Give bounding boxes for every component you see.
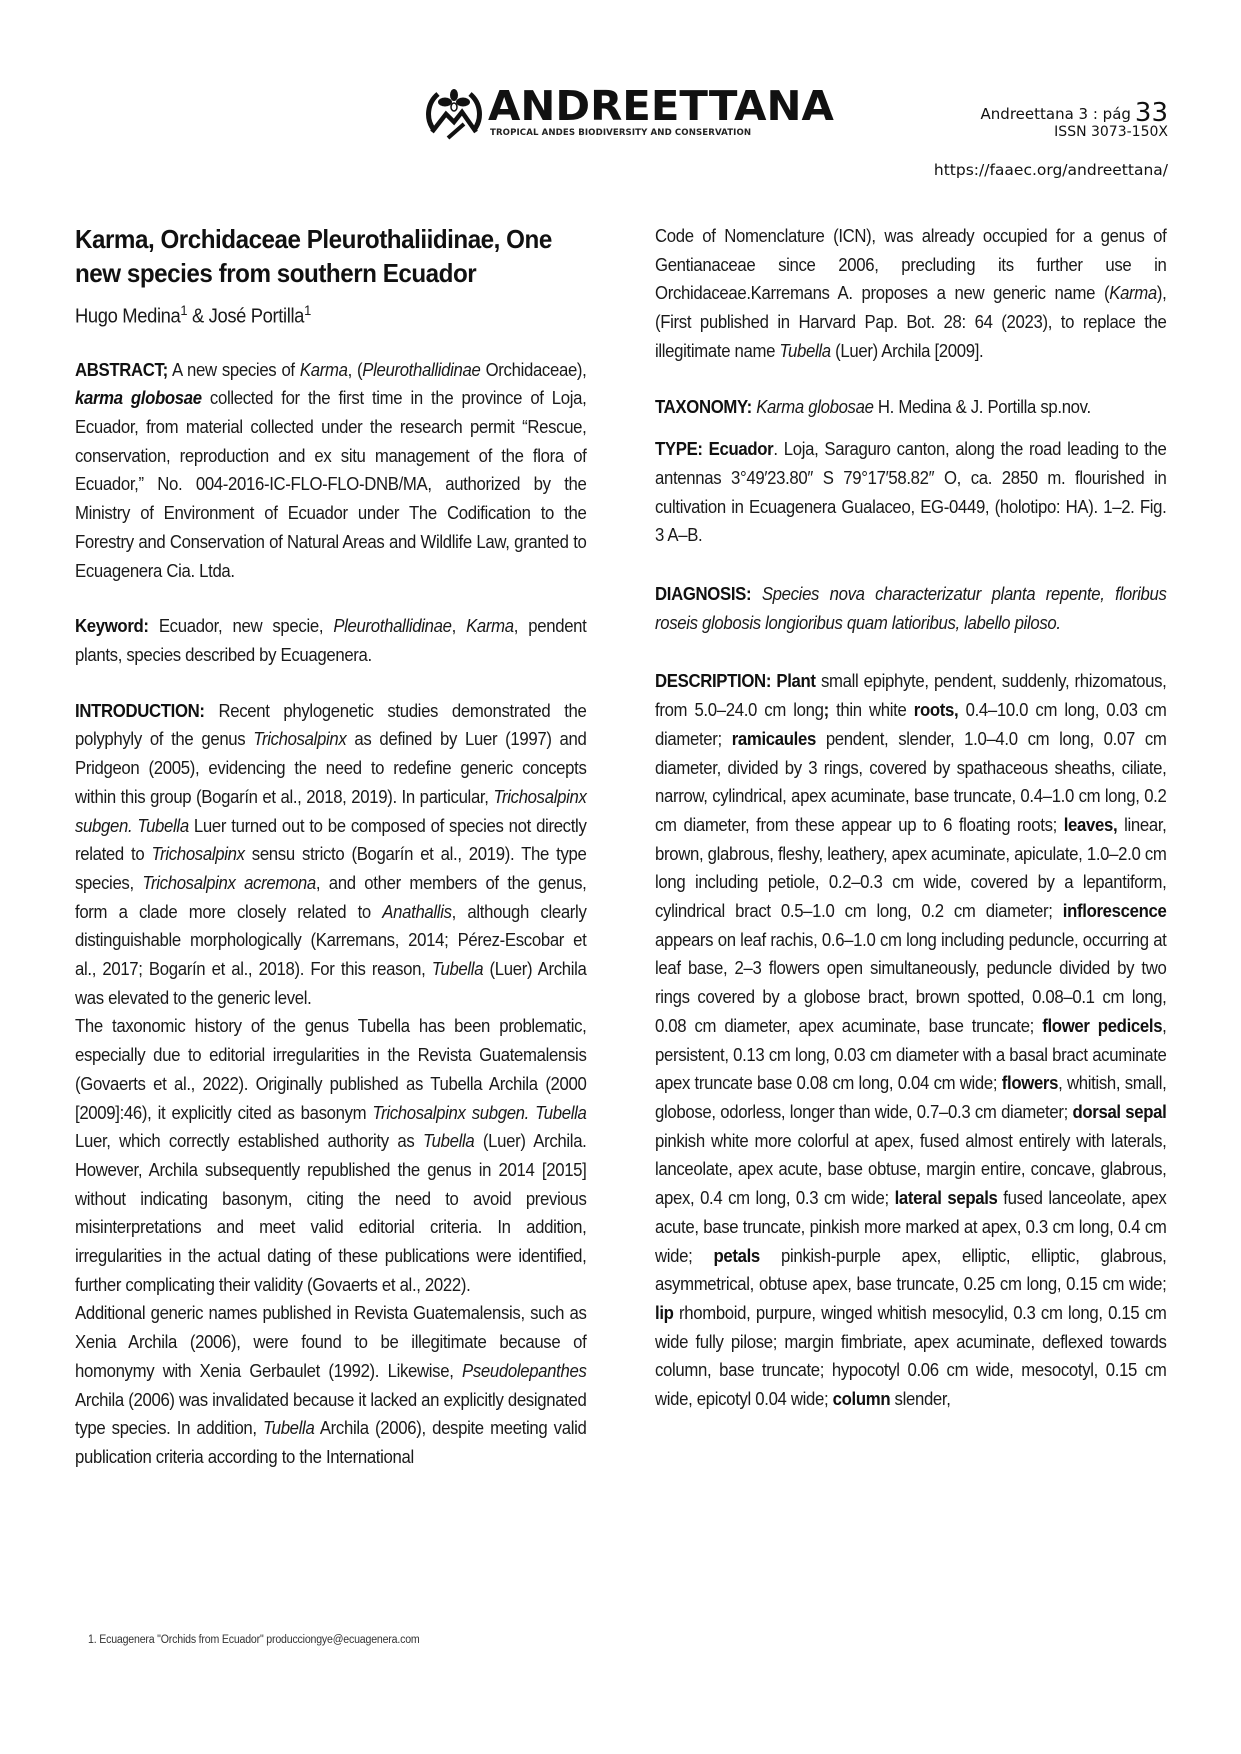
text: Orchidaceae),	[480, 359, 587, 380]
term: ramicaules	[731, 728, 816, 749]
author-name: José Portilla	[208, 305, 305, 328]
term: petals	[713, 1245, 760, 1266]
text: . Loja, Saraguro canton, along the road leading to the antennas 3°49′23.80″ S 79°17′58.82″ O, ca. 2850 m. flourished in cultivation in Ecuagenera Gualaceo, EG-0449, (holotipo: HA). 1–2. Fig. 3 A–B.	[655, 439, 1167, 546]
text: ), (First published in Harvard Pap. Bot. 28: 64 (2023), to replace the illegitimate name	[655, 283, 1167, 361]
text: Luer turned out to be composed of species not directly related to	[75, 815, 587, 865]
author-list	[75, 302, 590, 329]
introduction-paragraph-1	[75, 697, 587, 1013]
text: H. Medina & J. Portilla sp.nov.	[873, 396, 1091, 417]
taxon-name: Pleurothallidinae	[362, 359, 481, 380]
journal-reference: Andreettana 3 : pág	[980, 105, 1131, 123]
text: 0.4–10.0 cm long, 0.03 cm diameter;	[655, 700, 1167, 749]
text: rhomboid, purpure, winged whitish mesocylid, 0.3 cm long, 0.15 cm wide fully pilose; margin fimbriate, apex acuminate, deflexed towards column, base truncate; hypocotyl 0.06 cm wide, mesocotyl, 0.15 cm wide, epicotyl 0.04 wide;	[655, 1302, 1167, 1410]
text: appears on leaf rachis, 0.6–1.0 cm long including peduncle, occurring at leaf base, 2–3 flowers open simultaneously, peduncle divided by two rings covered by a globose bract, brown spotted, 0.08–0.1 cm long, 0.08 cm diameter, apex acuminate, base truncate;	[655, 929, 1167, 1036]
text: Luer, which correctly established authority as	[75, 1131, 423, 1152]
description-label: DESCRIPTION:	[655, 671, 772, 692]
term: dorsal sepal	[1072, 1101, 1167, 1122]
term: Plant	[771, 671, 816, 692]
text: (Luer) Archila. However, Archila subsequently republished the genus in 2014 [2015] without indicating basonym, citing the need to avoid previous misinterpretations and meet valid editorial criteria. In addition, irregularities in the actual dating of these publications were identified, further complicating their validity (Govaerts et al., 2022).	[75, 1131, 587, 1295]
author-affiliation-mark: 1	[180, 302, 188, 318]
taxon-name: Trichosalpinx	[151, 844, 245, 865]
article-title: Karma, Orchidaceae Pleurothaliidinae, One new species from southern Ecuador	[75, 224, 552, 288]
text: collected for the first time in the province of Loja, Ecuador, from material collected under the research permit “Rescue, conservation, reproduction and ex situ management of the flora of Ecuador,” No. 004-2016-IC-FLO-FLO-DNB/MA, authorized by the Ministry of Environment of Ecuador under The Codification to the Forestry and Conservation of Natural Areas and Wildlife Law, granted to Ecuagenera Cia. Ltda.	[75, 388, 587, 581]
text: Archila (2006), despite meeting valid publication criteria according to the International	[75, 1418, 587, 1467]
keywords-label: Keyword:	[75, 616, 149, 637]
description	[655, 667, 1167, 1413]
journal-logo	[424, 82, 834, 146]
taxon-name: Anathallis	[382, 901, 452, 922]
text: , pendent plants, species described by Ecuagenera.	[75, 616, 587, 665]
genus-name: Karma	[466, 616, 514, 637]
page-header	[0, 0, 1241, 200]
taxon-name: Pleurothallidinae	[333, 616, 452, 637]
taxon-name: Tubella	[263, 1418, 315, 1439]
type-label: TYPE: Ecuador	[655, 439, 774, 460]
text: , persistent, 0.13 cm long, 0.03 cm diameter with a basal bract acuminate apex truncate base 0.08 cm long, 0.04 cm wide;	[655, 1015, 1167, 1094]
text: as defined by Luer (1997) and Pridgeon (2005), evidencing the need to redefine generic concepts within this group (Bogarín et al., 2018, 2019). In particular,	[75, 729, 587, 807]
text: , although clearly distinguishable morphologically (Karremans, 2014; Pérez-Escobar et al., 2017; Bogarín et al., 2018). For this reason,	[75, 901, 587, 980]
text: A new species of	[167, 359, 300, 380]
keywords	[75, 612, 587, 669]
introduction-label: INTRODUCTION:	[75, 700, 205, 721]
term: lateral sepals	[894, 1188, 998, 1209]
logo-tagline: TROPICAL ANDES BIODIVERSITY AND CONSERVATION	[490, 128, 752, 138]
species-name: karma globosae	[75, 388, 202, 409]
text: linear, brown, glabrous, fleshy, leathery, apex acuminate, apiculate, 1.0–2.0 cm long including petiole, 0.2–0.3 cm wide, covered by a lepantiform, cylindrical bract 0.5–1.0 cm long, 0.2 cm diameter;	[655, 814, 1167, 922]
text: Archila (2006) was invalidated because it lacked an explicitly designated type species. In addition,	[75, 1389, 587, 1439]
diagnosis	[655, 580, 1167, 637]
author-separator: &	[187, 305, 209, 328]
abstract	[75, 356, 587, 586]
left-column	[75, 222, 587, 1472]
introduction-paragraph-2	[75, 1012, 587, 1299]
text: Additional generic names published in Revista Guatemalensis, such as Xenia Archila (2006), were found to be illegitimate because of homonymy with Xenia Gerbaulet (1992). Likewise,	[75, 1303, 587, 1381]
term: inflorescence	[1062, 901, 1167, 922]
text: Code of Nomenclature (ICN), was already occupied for a genus of Gentianaceae since 2006, precluding its further use in Orchidaceae.Karremans A. proposes a new generic name (	[655, 226, 1167, 304]
taxon-name: Trichosalpinx	[253, 729, 347, 750]
text: fused lanceolate, apex acute, base truncate, pinkish more marked at apex, 0.3 cm long, 0.4 cm wide;	[655, 1188, 1167, 1266]
taxon-name: Pseudolepanthes	[461, 1360, 587, 1381]
text: Recent phylogenetic studies demonstrated the polyphyly of the genus	[75, 700, 587, 750]
type-specimen	[655, 435, 1167, 550]
author-name: Hugo Medina	[75, 305, 181, 328]
term: column	[832, 1389, 891, 1410]
taxon-name: Tubella	[431, 959, 484, 980]
journal-url[interactable]: https://faaec.org/andreettana/	[933, 161, 1168, 179]
taxon-name: Trichosalpinx subgen. Tubella	[75, 786, 587, 836]
introduction-paragraph-4	[655, 222, 1167, 366]
species-name: Karma globosae	[751, 396, 874, 417]
genus-name: Karma	[299, 359, 348, 380]
latin-diagnosis: Species nova characterizatur planta repente, floribus roseis globosis longioribus quam latioribus, labello piloso.	[655, 584, 1167, 633]
text: sensu stricto (Bogarín et al., 2019). The type species,	[75, 844, 587, 893]
term: ;	[823, 700, 829, 721]
genus-name: Karma	[1109, 283, 1157, 304]
term: roots,	[913, 700, 959, 721]
text: (Luer) Archila [2009].	[830, 340, 984, 361]
term: leaves,	[1063, 814, 1118, 835]
text: , and other members of the genus, form a clade more closely related to	[75, 872, 587, 922]
text: pendent, slender, 1.0–4.0 cm long, 0.07 cm diameter, divided by 3 rings, covered by spathaceous sheaths, ciliate, narrow, cylindrical, apex acuminate, base truncate, 0.4–1.0 cm long, 0.2 cm diameter, from these appear up to 6 floating roots;	[655, 728, 1167, 835]
page-number: 33	[1134, 98, 1168, 128]
right-column	[655, 222, 1167, 1414]
taxonomy-label: TAXONOMY:	[655, 396, 752, 417]
taxon-name: Trichosalpinx acremona	[142, 872, 316, 893]
term: flower pedicels	[1042, 1015, 1163, 1036]
text: , (	[347, 359, 363, 380]
footnote: 1. Ecuagenera "Orchids from Ecuador" producciongye@ecuagenera.com	[88, 1634, 420, 1646]
text: Ecuador, new specie,	[148, 616, 334, 637]
text: (Luer) Archila was elevated to the generic level.	[75, 959, 587, 1008]
taxon-name: Tubella	[779, 340, 831, 361]
text: slender,	[890, 1389, 951, 1410]
taxonomy	[655, 393, 1167, 422]
orchid-mountain-logo-icon	[424, 86, 484, 142]
text: ,	[451, 616, 467, 637]
issn: ISSN 3073-150X	[1054, 124, 1168, 140]
introduction-paragraph-3	[75, 1299, 587, 1471]
text: The taxonomic history of the genus Tubella has been problematic, especially due to editorial irregularities in the Revista Guatemalensis (Govaerts et al., 2022). Originally published as Tubella Archila (2000 [2009]:46), it explicitly cited as basonym	[75, 1016, 587, 1123]
taxon-name: Trichosalpinx subgen. Tubella	[372, 1102, 587, 1123]
taxon-name: Tubella	[422, 1131, 475, 1152]
text: pinkish white more colorful at apex, fused almost entirely with laterals, lanceolate, apex acute, base obtuse, margin entire, concave, glabrous, apex, 0.4 cm long, 0.3 cm wide;	[655, 1130, 1167, 1209]
text: , whitish, small, globose, odorless, longer than wide, 0.7–0.3 cm diameter;	[655, 1073, 1167, 1122]
diagnosis-label: DIAGNOSIS:	[655, 584, 752, 605]
text: small epiphyte, pendent, suddenly, rhizomatous, from 5.0–24.0 cm long	[655, 671, 1167, 721]
term: lip	[655, 1302, 674, 1323]
logo-wordmark: ANDREETTANA	[488, 82, 834, 130]
text: thin white	[828, 700, 914, 721]
text: pinkish-purple apex, elliptic, elliptic, glabrous, asymmetrical, obtuse apex, base truncate, 0.25 cm long, 0.15 cm wide;	[655, 1245, 1167, 1295]
journal-meta	[933, 98, 1168, 179]
term: flowers	[1001, 1073, 1059, 1094]
abstract-label: ABSTRACT;	[75, 359, 168, 380]
author-affiliation-mark: 1	[304, 302, 311, 318]
